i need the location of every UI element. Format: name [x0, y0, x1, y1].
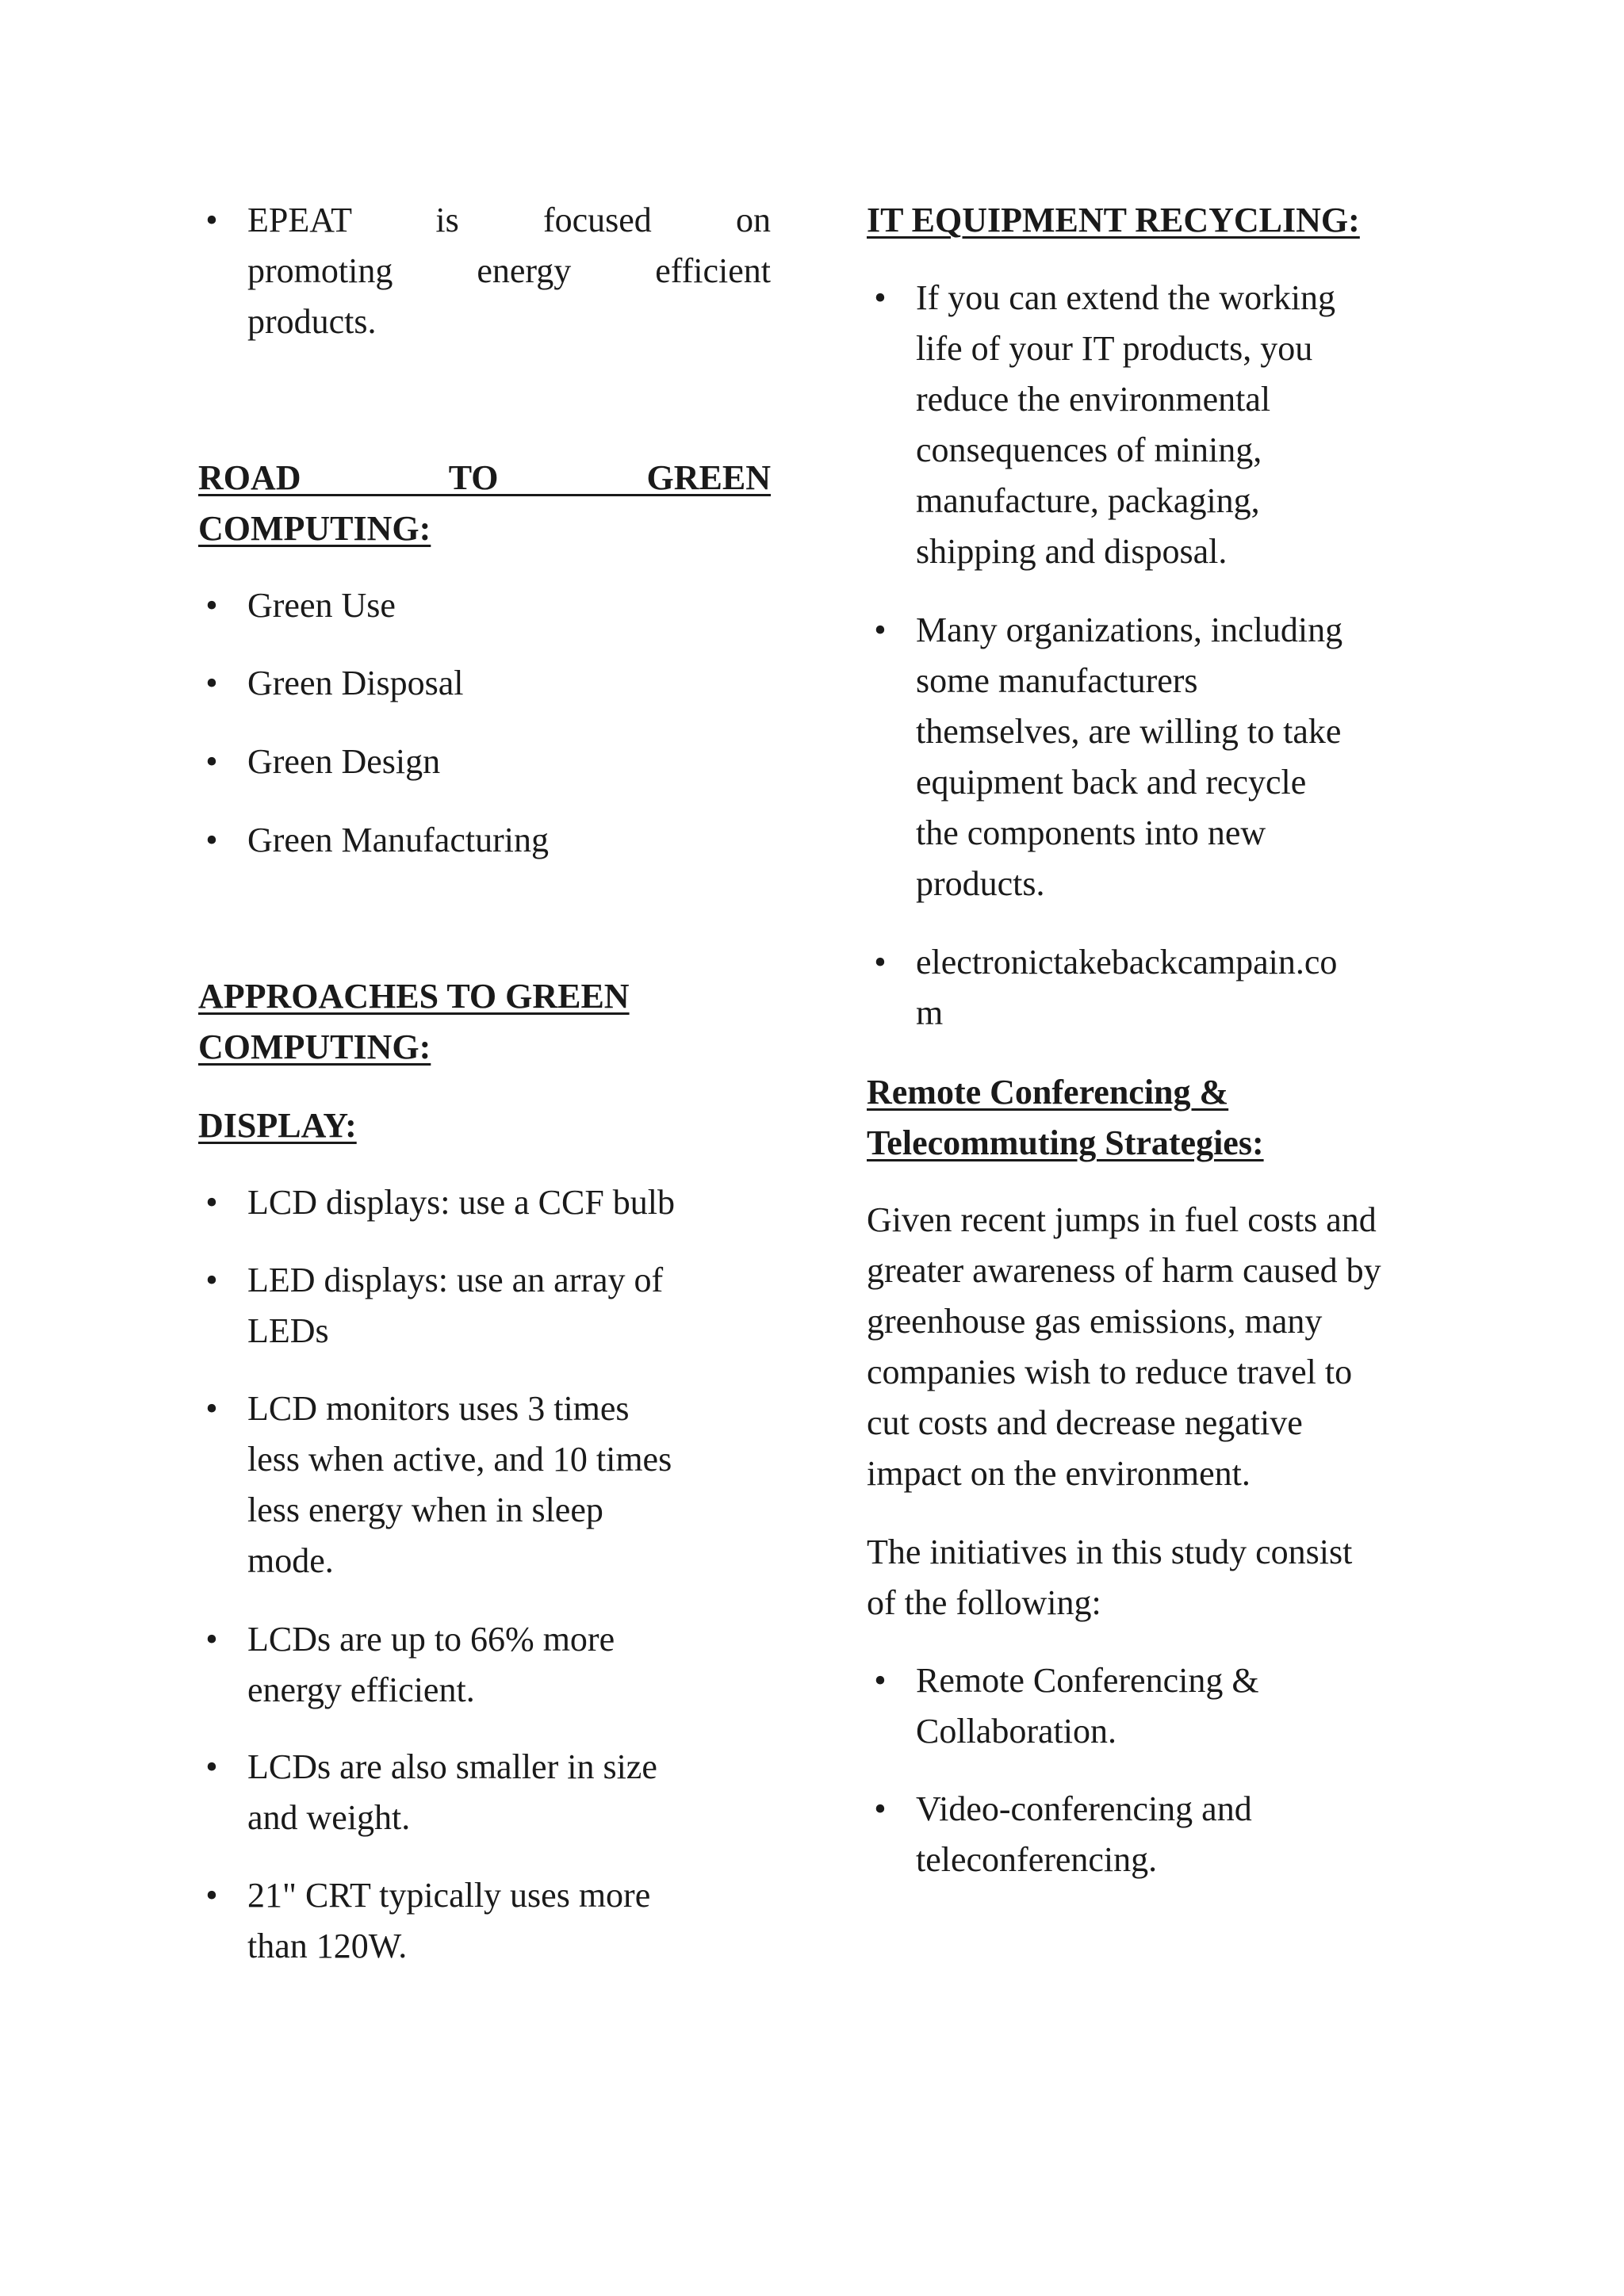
epeat-bullet-item	[205, 195, 771, 347]
road-heading-line-1: ROAD TO GREEN	[198, 458, 771, 497]
road-item-green-manufacturing: Green Manufacturing	[247, 821, 549, 859]
approaches-heading	[198, 971, 771, 1073]
list-item: • Remote Conferencing & Collaboration.	[916, 1655, 1439, 1757]
list-item	[205, 815, 771, 866]
road-item-green-disposal: Green Disposal	[247, 664, 464, 702]
initiatives-paragraph: The initiatives in this study consist of the following:	[867, 1533, 1353, 1622]
bullet-glyph: •	[205, 821, 218, 859]
remote-paragraph: Given recent jumps in fuel costs and greater awareness of harm caused by greenhouse gas emissions, many companies wish to reduce travel to cut costs and decrease negative impact on the environment.	[867, 1200, 1381, 1493]
display-heading: DISPLAY:	[198, 1106, 357, 1145]
approaches-heading-line-1: APPROACHES TO GREEN	[198, 977, 630, 1016]
list-item	[205, 737, 771, 787]
bullet-glyph: •	[874, 943, 887, 982]
bullet-glyph: •	[874, 1789, 887, 1828]
epeat-line-3: products.	[247, 302, 377, 341]
epeat-line-1: EPEAT is focused on	[247, 201, 771, 239]
bullet-glyph: •	[205, 1620, 218, 1659]
list-item: • electronictakebackcampain.co m	[916, 937, 1439, 1039]
list-item: • Many organizations, including some manufacturers themselves, are willing to take equipment back and recycle the components into new products.	[916, 605, 1439, 909]
recycling-heading: IT EQUIPMENT RECYCLING:	[867, 201, 1360, 239]
bullet-glyph: •	[205, 1876, 218, 1915]
bullet-glyph: •	[205, 1747, 218, 1786]
list-item: • LCDs are up to 66% more energy efficient.	[247, 1614, 771, 1716]
bullet-glyph: •	[205, 664, 218, 702]
bullet-glyph: •	[205, 742, 218, 781]
list-item: • LCDs are also smaller in size and weight.	[247, 1742, 771, 1843]
approaches-heading-line-2: COMPUTING:	[198, 1027, 431, 1066]
remote-conferencing-heading: Remote Conferencing & Telecommuting Strategies:	[867, 1073, 1264, 1162]
bullet-glyph: •	[205, 201, 218, 239]
road-heading-line-2: COMPUTING:	[198, 509, 431, 548]
bullet-glyph: •	[205, 586, 218, 625]
list-item: • LED displays: use an array of LEDs	[247, 1255, 771, 1357]
epeat-line-2: promoting energy efficient	[247, 251, 771, 290]
road-to-green-heading	[198, 453, 771, 554]
list-item: • Video-conferencing and teleconferencing.	[916, 1784, 1439, 1885]
bullet-glyph: •	[874, 1661, 887, 1700]
bullet-glyph: •	[205, 1183, 218, 1222]
bullet-glyph: •	[874, 278, 887, 317]
bullet-glyph: •	[205, 1261, 218, 1299]
list-item: • 21" CRT typically uses more than 120W.	[247, 1870, 771, 1972]
list-item	[205, 658, 771, 709]
road-item-green-design: Green Design	[247, 742, 441, 781]
list-item: • LCD monitors uses 3 times less when active, and 10 times less energy when in sleep mode.	[247, 1383, 771, 1586]
road-item-green-use: Green Use	[247, 586, 396, 625]
list-item	[205, 580, 771, 631]
list-item: • LCD displays: use a CCF bulb	[247, 1177, 771, 1228]
list-item: • If you can extend the working life of your IT products, you reduce the environmental consequences of mining, manufacture, packaging, shipping and disposal.	[916, 273, 1439, 577]
bullet-glyph: •	[874, 610, 887, 649]
bullet-glyph: •	[205, 1389, 218, 1428]
